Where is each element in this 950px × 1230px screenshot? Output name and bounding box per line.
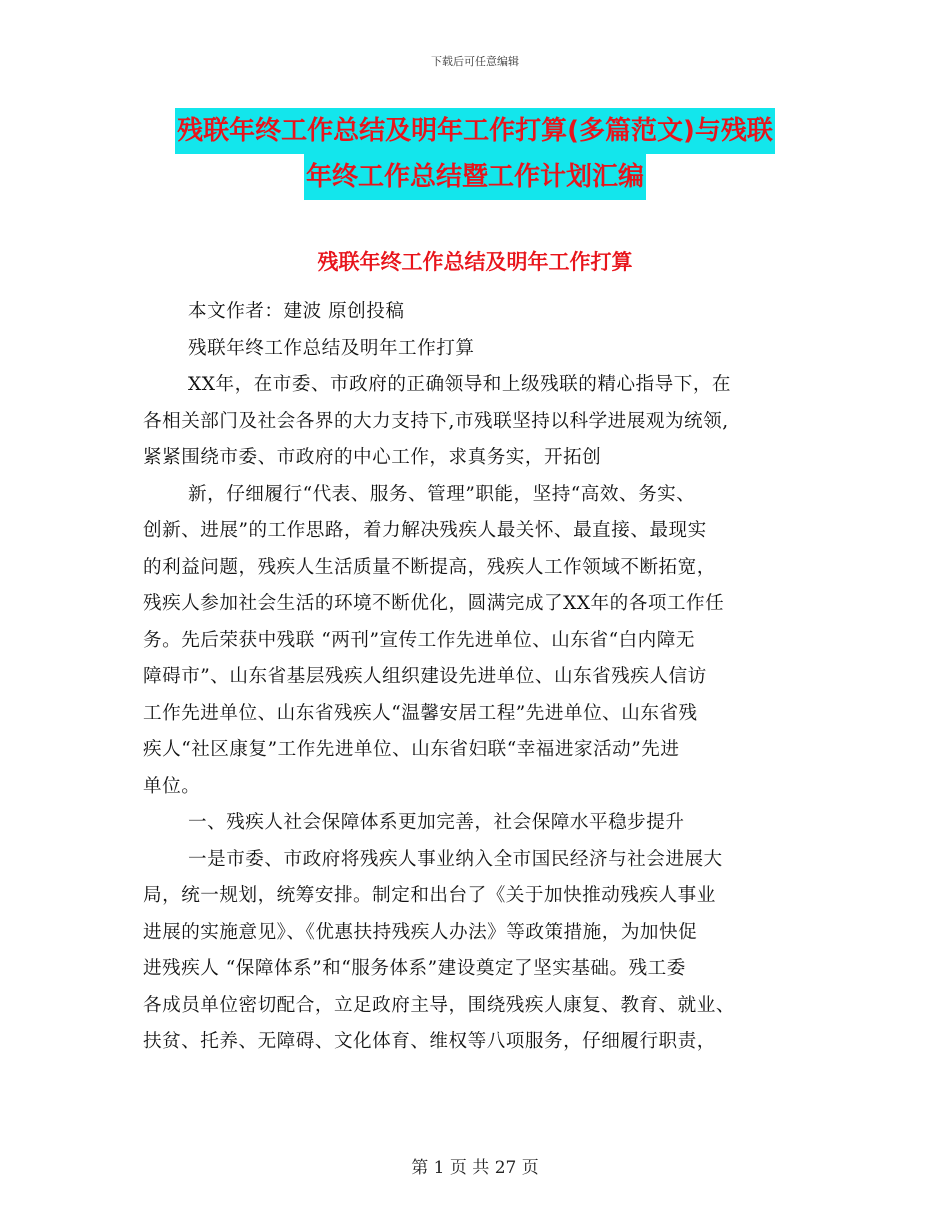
- document-title-line-1: 残联年终工作总结及明年工作打算(多篇范文)与残联: [175, 108, 775, 154]
- document-title: [0, 108, 950, 200]
- document-body: [143, 294, 815, 1061]
- body-line: 务。先后荣获中残联 “两刊”宣传工作先进单位、山东省“白内障无: [143, 629, 695, 651]
- body-line: 的利益问题，残疾人生活质量不断提高，残疾人工作领域不断拓宽，: [143, 556, 716, 578]
- body-line: 残疾人参加社会生活的环境不断优化，圆满完成了XX年的各项工作任: [143, 593, 725, 614]
- body-line: 一是市委、市政府将残疾人事业纳入全市国民经济与社会进展大: [188, 848, 723, 870]
- body-line: 障碍市”、山东省基层残疾人组织建设先进单位、山东省残疾人信访: [143, 666, 707, 687]
- section-title: 残联年终工作总结及明年工作打算: [317, 250, 633, 274]
- section-heading-line: 一、残疾人社会保障体系更加完善，社会保障水平稳步提升: [188, 812, 685, 833]
- page-number: 第 1 页 共 27 页: [411, 1158, 539, 1178]
- body-line: 单位。: [143, 775, 201, 797]
- page-header-note: 下载后可任意编辑: [431, 55, 519, 68]
- body-line: 创新、进展”的工作思路，着力解决残疾人最关怀、最直接、最现实: [143, 520, 707, 541]
- body-line: 工作先进单位、山东省残疾人“温馨安居工程”先进单位、山东省残: [143, 702, 698, 724]
- body-line: 进残疾人 “保障体系”和“服务体系”建设奠定了坚实基础。残工委: [143, 958, 686, 979]
- body-line: 疾人“社区康复”工作先进单位、山东省妇联“幸福进家活动”先进: [143, 739, 680, 760]
- body-line: 进展的实施意见》、《优惠扶持残疾人办法》等政策措施，为加快促: [143, 921, 698, 943]
- body-line: 局，统一规划，统筹安排。制定和出台了《关于加快推动残疾人事业: [143, 885, 716, 906]
- body-line: 残联年终工作总结及明年工作打算: [188, 337, 475, 359]
- body-line: XX年，在市委、市政府的正确领导和上级残联的精心指导下，在: [188, 374, 732, 395]
- body-line: 紧紧围绕市委、市政府的中心工作，求真务实，开拓创: [143, 447, 602, 468]
- document-title-line-2: 年终工作总结暨工作计划汇编: [304, 154, 646, 200]
- body-line: 各成员单位密切配合，立足政府主导，围绕残疾人康复、教育、就业、: [143, 994, 735, 1016]
- body-line: 扶贫、托养、无障碍、文化体育、维权等八项服务，仔细履行职责，: [143, 1031, 716, 1052]
- author-line: 本文作者：建波 原创投稿: [188, 301, 405, 322]
- body-line: 各相关部门及社会各界的大力支持下,市残联坚持以科学进展观为统领,: [143, 410, 729, 432]
- body-line: 新，仔细履行“代表、服务、管理”职能，坚持“高效、务实、: [188, 483, 696, 505]
